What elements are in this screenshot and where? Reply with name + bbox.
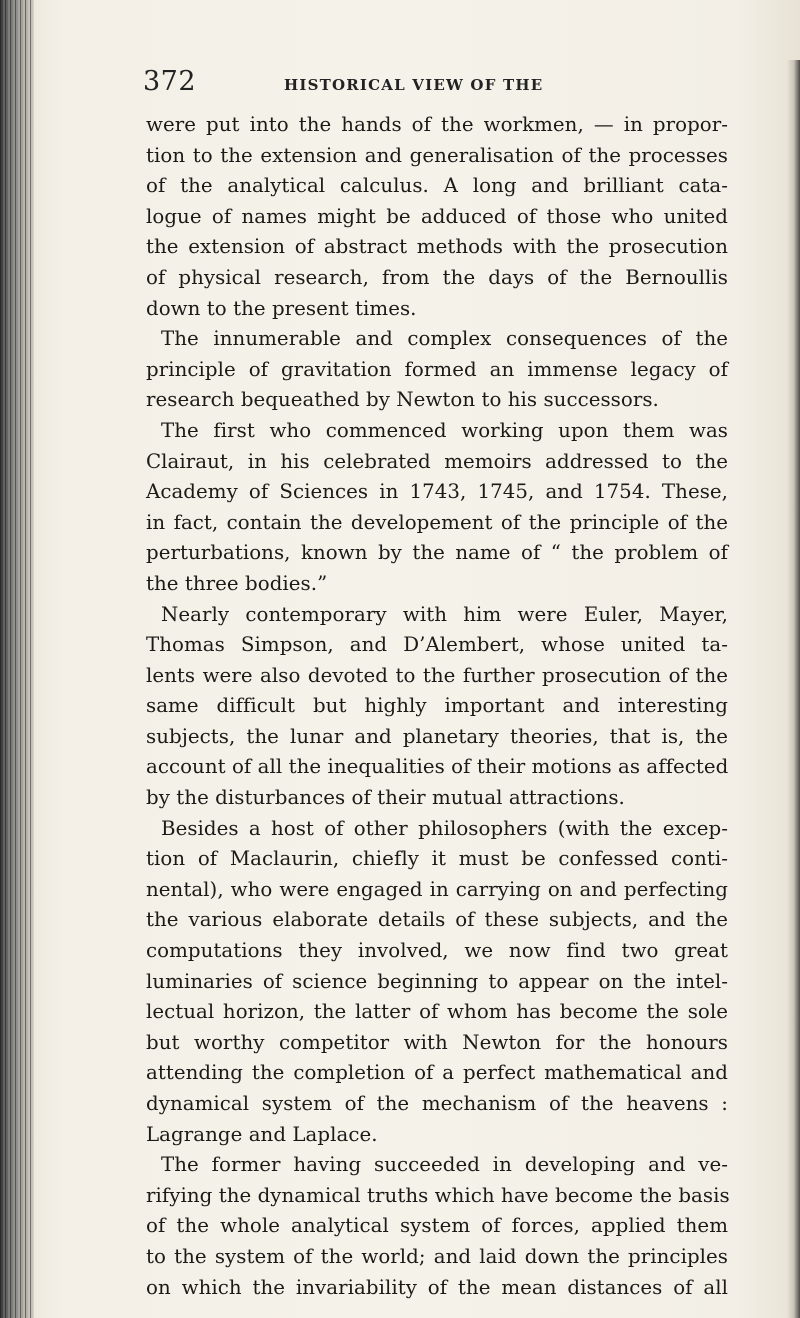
text-line: down to the present times. [146, 296, 417, 320]
text-line: account of all the inequalities of their motions as affected [146, 755, 729, 779]
text-line: principle of gravitation formed an immense legacy of [146, 357, 728, 381]
text-line: of the whole analytical system of forces, applied them [146, 1214, 728, 1238]
body-text [146, 110, 728, 1303]
text-line: were put into the hands of the workmen, — in propor- [146, 113, 728, 136]
text-line: of physical research, from the days of the Bernoullis [146, 265, 728, 289]
paragraph-6 [146, 1150, 728, 1303]
paragraph-3 [146, 416, 728, 600]
text-line: Lagrange and Laplace. [146, 1122, 378, 1146]
text-line: to the system of the world; and laid down the principles [146, 1244, 728, 1268]
text-line: The innumerable and complex consequences of the [161, 327, 728, 351]
text-line: tion to the extension and generalisation of the processes [146, 143, 728, 167]
text-line: research bequeathed by Newton to his successors. [146, 388, 659, 412]
text-line: Clairaut, in his celebrated memoirs addressed to the [146, 449, 728, 473]
text-line: logue of names might be adduced of those who united [146, 204, 728, 228]
paragraph-5 [146, 814, 728, 1151]
page-header [0, 0, 800, 100]
paragraph-4 [146, 600, 728, 814]
text-line: the various elaborate details of these subjects, and the [146, 908, 728, 932]
paragraph-2 [146, 324, 728, 416]
text-line: dynamical system of the mechanism of the heavens : [146, 1092, 728, 1115]
text-line: The former having succeeded in developing and ve- [161, 1153, 728, 1177]
text-line: luminaries of science beginning to appear on the intel- [146, 969, 728, 993]
text-line: rifying the dynamical truths which have become the basis [146, 1183, 730, 1207]
text-line: Besides a host of other philosophers (with the excep- [161, 816, 728, 840]
text-line: by the disturbances of their mutual attractions. [146, 786, 625, 810]
text-line: subjects, the lunar and planetary theories, that is, the [146, 724, 728, 748]
text-line: Thomas Simpson, and D’Alembert, whose united ta- [146, 633, 728, 657]
text-line: the three bodies.” [146, 571, 328, 595]
text-line: Nearly contemporary with him were Euler, Mayer, [161, 602, 728, 626]
text-line: but worthy competitor with Newton for the honours [146, 1030, 728, 1054]
text-line: on which the invariability of the mean distances of all [146, 1275, 728, 1299]
text-line: of the analytical calculus. A long and brilliant cata- [146, 174, 728, 198]
text-line: lents were also devoted to the further prosecution of the [146, 663, 728, 687]
page-number: 372 [143, 66, 197, 97]
paragraph-1 [146, 110, 728, 324]
text-line: The first who commenced working upon them was [161, 418, 728, 442]
running-head: HISTORICAL VIEW OF THE [284, 76, 544, 94]
text-line: Academy of Sciences in 1743, 1745, and 1754. These, [146, 480, 728, 504]
text-line: attending the completion of a perfect mathematical and [146, 1061, 728, 1085]
text-line: lectual horizon, the latter of whom has become the sole [146, 1000, 728, 1024]
text-line: computations they involved, we now find two great [146, 939, 728, 963]
book-binding-left [0, 0, 34, 1318]
text-line: nental), who were engaged in carrying on and perfecting [146, 877, 728, 901]
text-line: same difficult but highly important and interesting [146, 694, 728, 718]
text-line: in fact, contain the developement of the principle of the [146, 510, 728, 534]
text-line: perturbations, known by the name of “ the problem of [146, 541, 728, 565]
book-binding-right [786, 60, 800, 1318]
text-line: tion of Maclaurin, chiefly it must be confessed conti- [146, 847, 728, 871]
text-line: the extension of abstract methods with the prosecution [146, 235, 728, 259]
